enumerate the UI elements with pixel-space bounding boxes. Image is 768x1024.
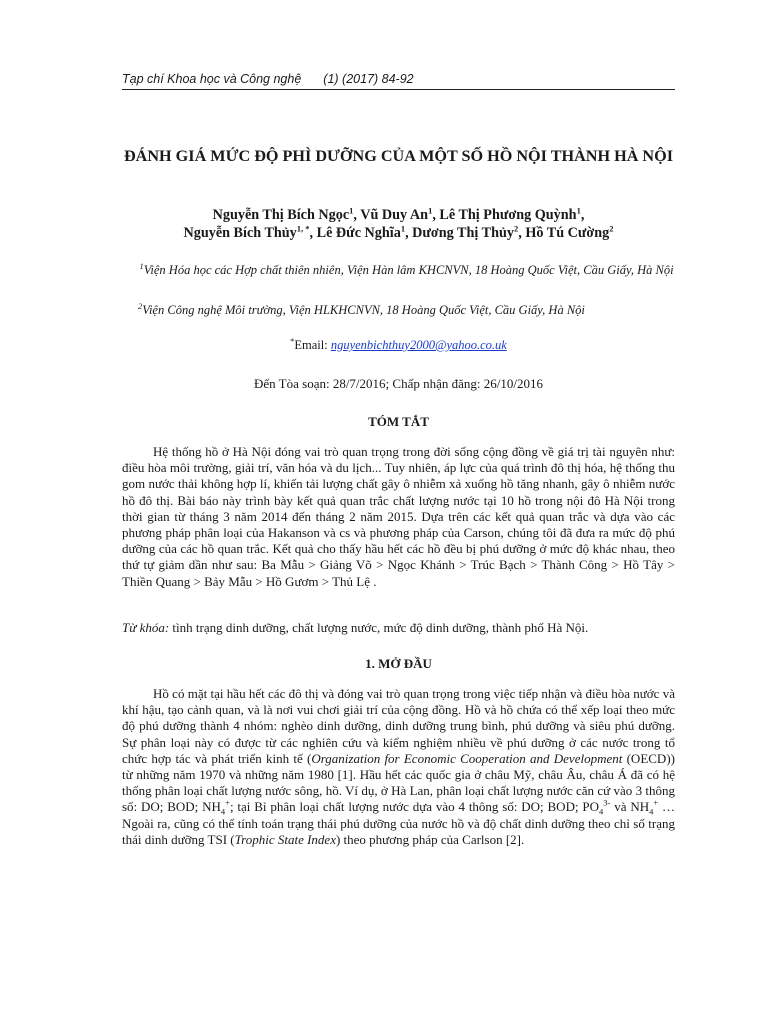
email-link[interactable]: nguyenbichthuy2000@yahoo.co.uk (330, 338, 507, 352)
abstract-heading: TÓM TẮT (368, 414, 429, 429)
intro-paragraph: Hồ có mặt tại hầu hết các đô thị và đóng vai trò quan trọng trong việc tiếp nhận và điều hòa nước và khí hậu, tạo cảnh quan, và là nơi vui chơi giải trí của cộng đồng. Hồ và hồ chứa có thể xếp loại theo mức độ phú dưỡng thành 4 nhóm: nghèo dinh dưỡng, dinh dưỡng trung bình, phú dưỡng và siêu phú dưỡng. Sự phân loại này có được từ các nghiên cứu và kiểm nghiệm nhiều về phú dưỡng ở các nước trong tổ chức hợp tác và phát triển kinh tế (Organization for Economic Cooperation and Development (OECD)) từ những năm 1970 và những năm 1980 [1]. Hầu hết các quốc gia ở châu Mỹ, châu Âu, châu Á đã có hệ thống phân loại chất lượng nước sông, hồ. Ví dụ, ở Hà Lan, phân loại chất lượng nước căn cứ vào 3 thông số: DO; BOD; $NH_4^+$; tại Bỉ phân loại chất lượng nước dựa vào 4 thông số: DO; BOD; $PO_4^{3-}$ và $NH_4^+$ … Ngoài ra, cũng có thể tính toán trạng thái phú dưỡng của nước hồ và độ chất dinh dưỡng theo chỉ số trạng thái dinh dưỡng TSI (Trophic State Index) theo phương pháp của Carlson [2]. (122, 686, 675, 847)
keywords-text: tình trạng dinh dưỡng, chất lượng nước, mức độ dinh dưỡng, thành phố Hà Nội. (169, 620, 589, 635)
email-label: Email: (294, 338, 331, 352)
abstract-text: Hệ thống hồ ở Hà Nội đóng vai trò quan trọng trong đời sống cộng đồng về giá trị tài nguyên như: điều hòa môi trường, giải trí, văn hóa và du lịch... Tuy nhiên, áp lực của quá trình đô thị hóa, hệ thống thu gom nước thải không hợp lí, khiến tải lượng chất gây ô nhiễm xả xuống hồ tăng nhanh, gây ô nhiễm nước hồ đô thị. Bài báo này trình bày kết quả quan trắc chất lượng nước tại 10 hồ trong nội đô Hà Nội trong thời gian từ tháng 3 năm 2014 đến tháng 2 năm 2015. Dựa trên các kết quả quan trắc và dựa vào các phương pháp phân loại của Hakanson và cs và phương pháp của Carson, chúng tôi đã đưa ra mức độ phú dưỡng của các hồ quan trắc. Kết quả cho thấy hầu hết các hồ đều bị phú dưỡng ở mức độ khác nhau, theo thứ tự giảm dần như sau: Ba Mẫu > Giảng Võ > Ngọc Khánh > Trúc Bạch > Thành Công > Hồ Tây > Thiền Quang > Bảy Mẫu > Hồ Gươm > Thủ Lệ . (122, 444, 675, 589)
author-name: Vũ Duy An (360, 207, 429, 223)
journal-issue: (1) (2017) 84-92 (323, 72, 414, 86)
paper-title: ĐÁNH GIÁ MỨC ĐỘ PHÌ DƯỠNG CỦA MỘT SỐ HỒ NỘI THÀNH HÀ NỘI (123, 147, 674, 165)
intro-heading: 1. MỞ ĐẦU (365, 656, 432, 671)
author-name: Dương Thị Thủy (412, 225, 514, 241)
affiliation-2: $^2$Viện Công nghệ Môi trường, Viện HLKHCNVN, 18 Hoàng Quốc Việt, Cầu Giấy, Hà Nội (138, 300, 585, 317)
corresponding-email: *Email: nguyenbichthuy2000@yahoo.co.uk (290, 335, 507, 352)
running-header (122, 72, 675, 90)
author-name: Nguyễn Thị Bích Ngọc (212, 207, 350, 223)
author-name: Lê Thị Phương Quỳnh (439, 207, 577, 223)
journal-name: Tạp chí Khoa học và Công nghệ (122, 72, 302, 86)
abstract-body (122, 444, 675, 590)
author-name: Nguyễn Bích Thủy (183, 225, 297, 241)
intro-body (122, 686, 675, 848)
keywords-label: Từ khóa: (122, 620, 170, 635)
author-name: Lê Đức Nghĩa (316, 225, 401, 241)
author-name: Hồ Tú Cường (525, 225, 610, 241)
author-list: Nguyễn Thị Bích Ngọc$^1$, Vũ Duy An$^1$, Lê Thị Phương Quỳnh$^1$, Nguyễn Bích Thủy$^{1, *}$, Lê Đức Nghĩa$^1$, Dương Thị Thủy$^2$, Hồ Tú Cường$^2$ (183, 205, 614, 241)
submission-dates: Đến Tòa soạn: 28/7/2016; Chấp nhận đăng: 26/10/2016 (254, 376, 543, 391)
keywords (122, 620, 675, 636)
affiliation-1: $^1$Viện Hóa học các Hợp chất thiên nhiên, Viện Hàn lâm KHCNVN, 18 Hoàng Quốc Việt, Cầu Giấy, Hà Nội (139, 260, 674, 277)
